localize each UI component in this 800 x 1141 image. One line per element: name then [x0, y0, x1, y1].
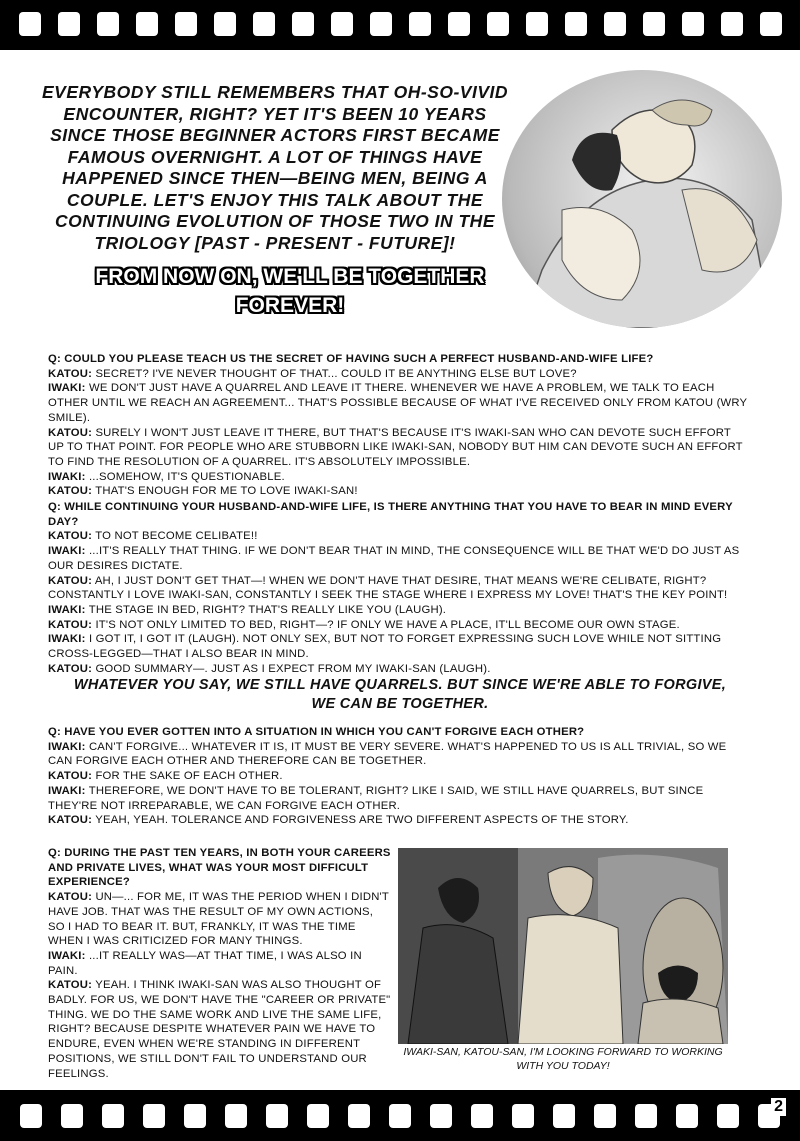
answer-line — [48, 813, 748, 828]
intro-paragraph: EVERYBODY STILL REMEMBERS THAT OH-SO-VIVID ENCOUNTER, RIGHT? YET IT'S BEEN 10 YEARS SINCE THOSE BEGINNER ACTORS FIRST BECAME FAMOUS OVERNIGHT. A LOT OF THINGS HAVE HAPPENED SINCE THEN—BEING MEN, BEING A COUPLE. LET'S ENJOY THIS TALK ABOUT THE CONTINUING EVOLUTION OF THOSE TWO IN THE TRIOLOGY [PAST - PRESENT - FUTURE]! — [41, 82, 508, 253]
answer-line — [48, 603, 748, 618]
answer-text: THEREFORE, WE DON'T HAVE TO BE TOLERANT, RIGHT? LIKE I SAID, WE STILL HAVE QUARRELS, BUT SINCE THEY'RE NOT IRREPARABLE, WE CAN FORGIVE EACH OTHER. — [48, 784, 704, 812]
question: Q: DURING THE PAST TEN YEARS, IN BOTH YOUR CAREERS AND PRIVATE LIVES, WHAT WAS YOUR MOST DIFFICULT EXPERIENCE? — [48, 847, 391, 889]
answer-line — [48, 784, 748, 813]
speaker-label: IWAKI: — [48, 949, 86, 962]
page-number: 2 — [771, 1098, 786, 1116]
speaker-label: KATOU: — [48, 770, 93, 783]
answer-text: YEAH, YEAH. TOLERANCE AND FORGIVENESS ARE TWO DIFFERENT ASPECTS OF THE STORY. — [95, 814, 629, 827]
speaker-label: KATOU: — [48, 891, 93, 904]
answer-text: GOOD SUMMARY—. JUST AS I EXPECT FROM MY IWAKI-SAN (LAUGH). — [95, 662, 491, 675]
headline: FROM NOW ON, WE'LL BE TOGETHER FOREVER! — [95, 265, 485, 317]
answer-line — [48, 618, 748, 633]
answer-line — [48, 426, 748, 470]
speaker-label: KATOU: — [48, 814, 93, 827]
answer-text: CAN'T FORGIVE... WHATEVER IT IS, IT MUST BE VERY SEVERE. WHAT'S HAPPENED TO US IS ALL TRIVIAL, SO WE CAN FORGIVE EACH OTHER AND THEREFORE CAN BE TOGETHER. — [48, 740, 727, 768]
manga-panel-illustration — [398, 848, 728, 1044]
answer-line — [48, 662, 748, 677]
question: Q: COULD YOU PLEASE TEACH US THE SECRET OF HAVING SUCH A PERFECT HUSBAND-AND-WIFE LIFE? — [48, 353, 654, 365]
answer-text: AH, I JUST DON'T GET THAT—! WHEN WE DON'T HAVE THAT DESIRE, THAT MEANS WE'RE CELIBATE, RIGHT? CONSTANTLY I LOVE IWAKI-SAN, CONSTANTLY I SEEK THE STAGE WHERE I EXPRESS MY LOVE! THAT'S THE KEY POINT! — [48, 574, 728, 602]
image-caption: IWAKI-SAN, KATOU-SAN, I'M LOOKING FORWARD TO WORKING WITH YOU TODAY! — [403, 1046, 723, 1072]
answer-line — [48, 381, 748, 425]
answer-text: SURELY I WON'T JUST LEAVE IT THERE, BUT THAT'S BECAUSE IT'S IWAKI-SAN WHO CAN DEVOTE SUCH EFFORT UP TO THAT POINT. FOR PEOPLE WHO ARE STUBBORN LIKE IWAKI-SAN, NOBODY BUT HIM CAN DEVOTE SUCH AN EFFORT TO FIND THE RESOLUTION OF A QUARREL. IT'S ABSOLUTELY IMPOSSIBLE. — [48, 426, 743, 468]
answer-text: THE STAGE IN BED, RIGHT? THAT'S REALLY LIKE YOU (LAUGH). — [88, 603, 447, 616]
answer-line — [48, 484, 748, 499]
answer-text: THAT'S ENOUGH FOR ME TO LOVE IWAKI-SAN! — [95, 485, 358, 498]
question: Q: HAVE YOU EVER GOTTEN INTO A SITUATION IN WHICH YOU CAN'T FORGIVE EACH OTHER? — [48, 726, 585, 738]
answer-text: I GOT IT, I GOT IT (LAUGH). NOT ONLY SEX, BUT NOT TO FORGET EXPRESSING SUCH LOVE WHILE NOT SITTING CROSS-LEGGED—THAT I ALSO BEAR IN MIND. — [48, 633, 722, 661]
answer-text: UN—... FOR ME, IT WAS THE PERIOD WHEN I DIDN'T HAVE JOB. THAT WAS THE RESULT OF MY OWN ACTIONS, SO I HAD TO BEAR IT. BUT, FRANKLY, IT WAS THE TIME WHEN I WAS CRITICIZED FOR MANY THINGS. — [48, 891, 389, 948]
speaker-label: IWAKI: — [48, 740, 86, 753]
answer-line — [48, 890, 393, 949]
answer-text: TO NOT BECOME CELIBATE!! — [95, 530, 258, 543]
speaker-label: KATOU: — [48, 367, 93, 380]
answer-line — [48, 632, 748, 661]
question: Q: WHILE CONTINUING YOUR HUSBAND-AND-WIFE LIFE, IS THERE ANYTHING THAT YOU HAVE TO BEAR IN MIND EVERY DAY? — [48, 501, 733, 528]
speaker-label: IWAKI: — [48, 470, 86, 483]
speaker-label: IWAKI: — [48, 633, 86, 646]
circle-illustration — [502, 70, 782, 328]
answer-line — [48, 769, 748, 784]
answer-text: IT'S NOT ONLY LIMITED TO BED, RIGHT—? IF ONLY WE HAVE A PLACE, IT'LL BECOME OUR OWN STAGE. — [95, 618, 680, 631]
qa-section-4 — [48, 846, 393, 1081]
film-strip-bottom — [0, 1090, 800, 1141]
qa-section-1 — [48, 352, 748, 499]
speaker-label: IWAKI: — [48, 603, 86, 616]
speaker-label: IWAKI: — [48, 545, 86, 558]
answer-line — [48, 574, 748, 603]
speaker-label: KATOU: — [48, 530, 93, 543]
subheading: WHATEVER YOU SAY, WE STILL HAVE QUARRELS. BUT SINCE WE'RE ABLE TO FORGIVE, WE CAN BE TOGETHER. — [73, 677, 727, 712]
answer-text: FOR THE SAKE OF EACH OTHER. — [95, 770, 283, 783]
speaker-label: KATOU: — [48, 618, 93, 631]
answer-text: SECRET? I'VE NEVER THOUGHT OF THAT... COULD IT BE ANYTHING ELSE BUT LOVE? — [95, 367, 577, 380]
film-strip-top — [0, 0, 800, 50]
answer-line — [48, 367, 748, 382]
answer-text: YEAH. I THINK IWAKI-SAN WAS ALSO THOUGHT OF BADLY. FOR US, WE DON'T HAVE THE "CAREER OR PRIVATE" THING. WE DO THE SAME WORK AND LIVE THE SAME LIFE, RIGHT? BECAUSE DESPITE WHATEVER PAIN WE HAVE TO ENDURE, EVEN WHEN WE'RE STANDING IN DIFFERENT POSITIONS, WE STILL DON'T FAIL TO UNDERSTAND OUR FEELINGS. — [48, 979, 391, 1080]
speaker-label: KATOU: — [48, 574, 93, 587]
answer-line — [48, 544, 748, 573]
answer-line — [48, 529, 748, 544]
answer-text: WE DON'T JUST HAVE A QUARREL AND LEAVE IT THERE. WHENEVER WE HAVE A PROBLEM, WE TALK TO EACH OTHER UNTIL WE REACH AN AGREEMENT... THAT'S POSSIBLE BECAUSE OF WHAT I'VE RECEIVED ONLY FROM KATOU (WRY SMILE). — [48, 382, 748, 424]
answer-text: ...IT'S REALLY THAT THING. IF WE DON'T BEAR THAT IN MIND, THE CONSEQUENCE WILL BE THAT WE'D DO JUST AS OUR DESIRES DICTATE. — [48, 545, 740, 572]
speaker-label: IWAKI: — [48, 382, 86, 395]
speaker-label: IWAKI: — [48, 784, 86, 797]
speaker-label: KATOU: — [48, 979, 93, 992]
speaker-label: KATOU: — [48, 662, 93, 675]
qa-section-3 — [48, 725, 748, 828]
answer-line — [48, 740, 748, 769]
answer-text: ...IT REALLY WAS—AT THAT TIME, I WAS ALSO IN PAIN. — [48, 949, 362, 977]
answer-line — [48, 470, 748, 485]
speaker-label: KATOU: — [48, 426, 93, 439]
speaker-label: KATOU: — [48, 485, 93, 498]
qa-section-2 — [48, 500, 748, 676]
answer-line — [48, 978, 393, 1081]
answer-line — [48, 949, 393, 978]
answer-text: ...SOMEHOW, IT'S QUESTIONABLE. — [88, 470, 285, 483]
